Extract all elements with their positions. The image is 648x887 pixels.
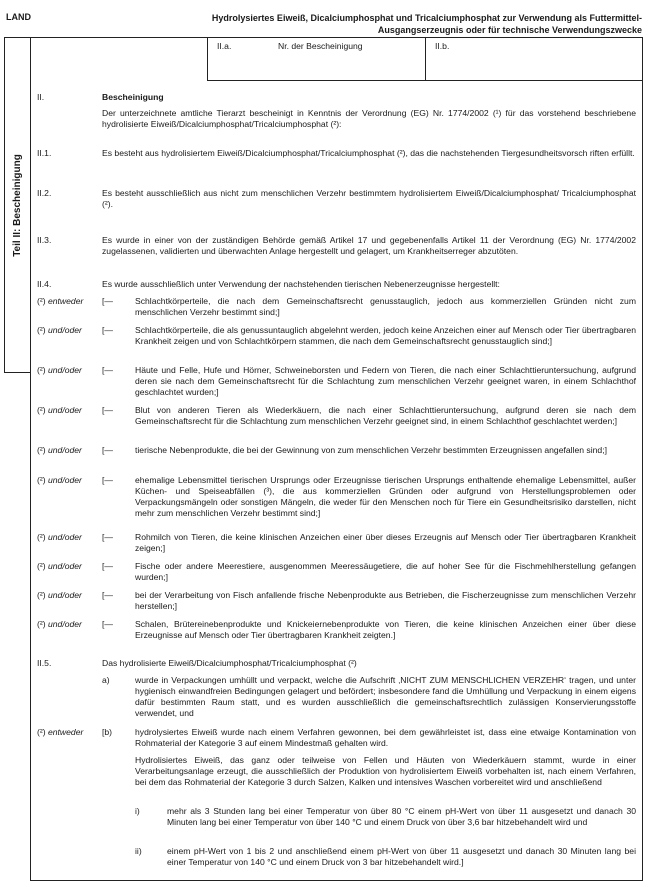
bracket-dash: [— <box>102 619 113 629</box>
bracket-dash: [— <box>102 590 113 600</box>
sub-label-i: i) <box>135 806 140 816</box>
sub-text-b: hydrolysiertes Eiweiß wurde nach einem Verfahren gewonnen, bei dem gewährleistet ist, dass eine etwaige Kontamination von Rohmaterial der Kategorie 3 auf einem Mindestmaß gehalten wird. <box>135 727 636 748</box>
sub-label-a: a) <box>102 675 110 685</box>
option-label: (²) und/oder <box>37 445 82 455</box>
country-label: LAND <box>6 12 31 22</box>
option-label: (²) und/oder <box>37 365 82 375</box>
side-label-text: Teil II: Bescheinigung <box>11 153 23 257</box>
clause-label: II.3. <box>37 235 52 245</box>
sub-text-b2: Hydrolisiertes Eiweiß, das ganz oder teilweise von Fellen und Häuten von Wiederkäuern stammt, wurde in einer Verarbeitungsanlage erzeugt, die ausschließlich der Produktion von hydrolisiertem Eiweiß vorbehalten ist, nach einem Verfahren, bei dem das Rohmaterial der Kategorie 3 durch Salzen, Kalken und intensives Waschen vorbereitet wird und anschließend <box>135 755 636 787</box>
option-label: (²) und/oder <box>37 619 82 629</box>
bracket-dash: [— <box>102 405 113 415</box>
clause-label: II.5. <box>37 658 52 668</box>
bracket-dash: [— <box>102 561 113 571</box>
option-label: (²) entweder <box>37 296 84 306</box>
section-label: II. <box>37 92 45 102</box>
option-label: (²) und/oder <box>37 532 82 542</box>
bracket-dash: [— <box>102 532 113 542</box>
option-label: (²) und/oder <box>37 405 82 415</box>
bracket-dash: [— <box>102 475 113 485</box>
clause-text: Es besteht aus hydrolisiertem Eiweiß/Dicalciumphosphat/Tricalciumphosphat (²), das die nachstehenden Tiergesundheitsvorsch riften erfüllt. <box>102 148 635 158</box>
byproduct-text: Schlachtkörperteile, die nach dem Gemeinschaftsrecht genusstauglich, jedoch aus kommerziellen Gründen nicht zum menschlichen Verzehr bestimmt sind;] <box>135 296 636 317</box>
option-label: (²) und/oder <box>37 475 82 485</box>
section-intro: Der unterzeichnete amtliche Tierarzt bescheinigt in Kenntnis der Verordnung (EG) Nr. 1774/2002 (¹) für das vorstehend beschriebene hydrolisierte Eiweiß/Dicalciumphosphat/Tricalciumphosphat (²): <box>102 108 636 129</box>
option-label: (²) entweder <box>37 727 84 737</box>
sub-label-b: [b) <box>102 727 113 737</box>
clause-text: Es wurde ausschließlich unter Verwendung der nachstehenden tierischen Nebenerzeugnisse hergestellt: <box>102 279 500 289</box>
sub-text-i: mehr als 3 Stunden lang bei einer Temperatur von über 80 °C einem pH-Wert von über 11 ausgesetzt und danach 30 Minuten lang bei einer Temperatur von über 140 °C und einem Druck von über 3,6 bar hitzebehandelt wird und <box>167 806 636 827</box>
certificate-number-field[interactable] <box>207 37 426 81</box>
sub-label-ii: ii) <box>135 846 142 856</box>
byproduct-text: ehemalige Lebensmittel tierischen Ursprungs oder Erzeugnisse tierischen Ursprungs enthaltende ehemalige Lebensmittel, außer Küchen- und Speiseabfällen (³), die aus kommerziellen Gründen oder aufgrund von Herstellungsproblemen oder Verpackungsmängeln oder sonstigen Mängeln, die weder für den Menschen noch für Tiere ein Gesundheitsrisiko darstellen, nicht mehr zum menschlichen Verzehr bestimmt sind;] <box>135 475 636 518</box>
side-label <box>4 37 30 373</box>
field-IIb[interactable] <box>425 37 643 81</box>
bracket-dash: [— <box>102 365 113 375</box>
byproduct-text: tierische Nebenprodukte, die bei der Gewinnung von zum menschlichen Verzehr bestimmten Erzeugnissen angefallen sind;] <box>135 445 607 455</box>
byproduct-text: bei der Verarbeitung von Fisch anfallende frische Nebenprodukte aus Betrieben, die Fischerzeugnisse zum menschlichen Verzehr herstellen;] <box>135 590 636 611</box>
bracket-dash: [— <box>102 325 113 335</box>
field-title-IIa: Nr. der Bescheinigung <box>278 41 363 51</box>
field-label-IIb: II.b. <box>435 41 450 51</box>
section-heading: Bescheinigung <box>102 92 164 102</box>
clause-text: Es wurde in einer von der zuständigen Behörde gemäß Artikel 17 und gegebenenfalls Artikel 11 der Verordnung (EG) Nr. 1774/2002 zugelassenen, validierten und überwachten Anlage hergestellt und gelagert, um Krankheitserreger abzutöten. <box>102 235 636 256</box>
option-label: (²) und/oder <box>37 561 82 571</box>
byproduct-text: Fische oder andere Meerestiere, ausgenommen Meeressäugetiere, die auf hoher See für die Fischmehlherstellung gefangen wurden;] <box>135 561 636 582</box>
option-label: (²) und/oder <box>37 590 82 600</box>
byproduct-text: Häute und Felle, Hufe und Hörner, Schweineborsten und Federn von Tieren, die nach einer Schlachttieruntersuchung, aufgrund deren sie nach dem Gemeinschaftsrecht für die Schlachtung zum menschlichen Verzehr geeignet waren, in einem Schlachthof geschlachtet wurden;] <box>135 365 636 397</box>
byproduct-text: Schlachtkörperteile, die als genussuntauglich abgelehnt werden, jedoch keine Anzeichen einer auf Mensch oder Tier übertragbaren Krankheit zeigen und von Schlachtkörpern stammen, die nach dem Gemeinschaftsrecht genusstauglich sind;] <box>135 325 636 346</box>
clause-text: Es besteht ausschließlich aus nicht zum menschlichen Verzehr bestimmtem hydrolisiertem Eiweiß/Dicalciumphosphat/ Tricalciumphosphat (²). <box>102 188 636 209</box>
bracket-dash: [— <box>102 296 113 306</box>
bracket-dash: [— <box>102 445 113 455</box>
byproduct-text: Blut von anderen Tieren als Wiederkäuern, die nach einer Schlachttieruntersuchung, aufgrund deren sie nach dem Gemeinschaftsrecht für die Schlachtung zum menschlichen Verzehr geeignet sind, in einem Schlachthof geschlachtet werden;] <box>135 405 636 426</box>
sub-text-ii: einem pH-Wert von 1 bis 2 und anschließend einem pH-Wert von über 11 ausgesetzt und danach 30 Minuten lang bei einer Temperatur von 140 °C und einem Druck von 3 bar hitzebehandelt wird.] <box>167 846 636 867</box>
byproduct-text: Schalen, Brütereinebenprodukte und Knickeiernebenprodukte von Tieren, die keine klinischen Anzeichen einer über diese Erzeugnisse auf Mensch oder Tier übertragbaren Krankheit zeigten.] <box>135 619 636 640</box>
clause-label: II.4. <box>37 279 52 289</box>
byproduct-text: Rohmilch von Tieren, die keine klinischen Anzeichen einer über dieses Erzeugnis auf Mensch oder Tier übertragbaren Krankheit zeigen;] <box>135 532 636 553</box>
field-label-IIa: II.a. <box>217 41 232 51</box>
clause-label: II.1. <box>37 148 52 158</box>
document-title: Hydrolysiertes Eiweiß, Dicalciumphosphat und Tricalciumphosphat zur Verwendung als Futtermittel-Ausgangserzeugnis oder für technische Verwendungszwecke <box>211 13 642 35</box>
sub-text-a: wurde in Verpackungen umhüllt und verpackt, welche die Aufschrift ‚NICHT ZUM MENSCHLICHEN VERZEHR‘ tragen, und unter hygienisch einwandfreien Bedingungen gelagert und befördert; insbesondere fand die Umhüllung und Verpackung in einem eigens dafür bestimmten Raum statt, und es wurden ausschließlich die gemeinschaftsrechtlich zulässigen Konservierungsstoffe verwendet, und <box>135 675 636 718</box>
clause-label: II.2. <box>37 188 52 198</box>
option-label: (²) und/oder <box>37 325 82 335</box>
clause-text: Das hydrolisierte Eiweiß/Dicalciumphosphat/Tricalciumphosphat (²) <box>102 658 357 668</box>
